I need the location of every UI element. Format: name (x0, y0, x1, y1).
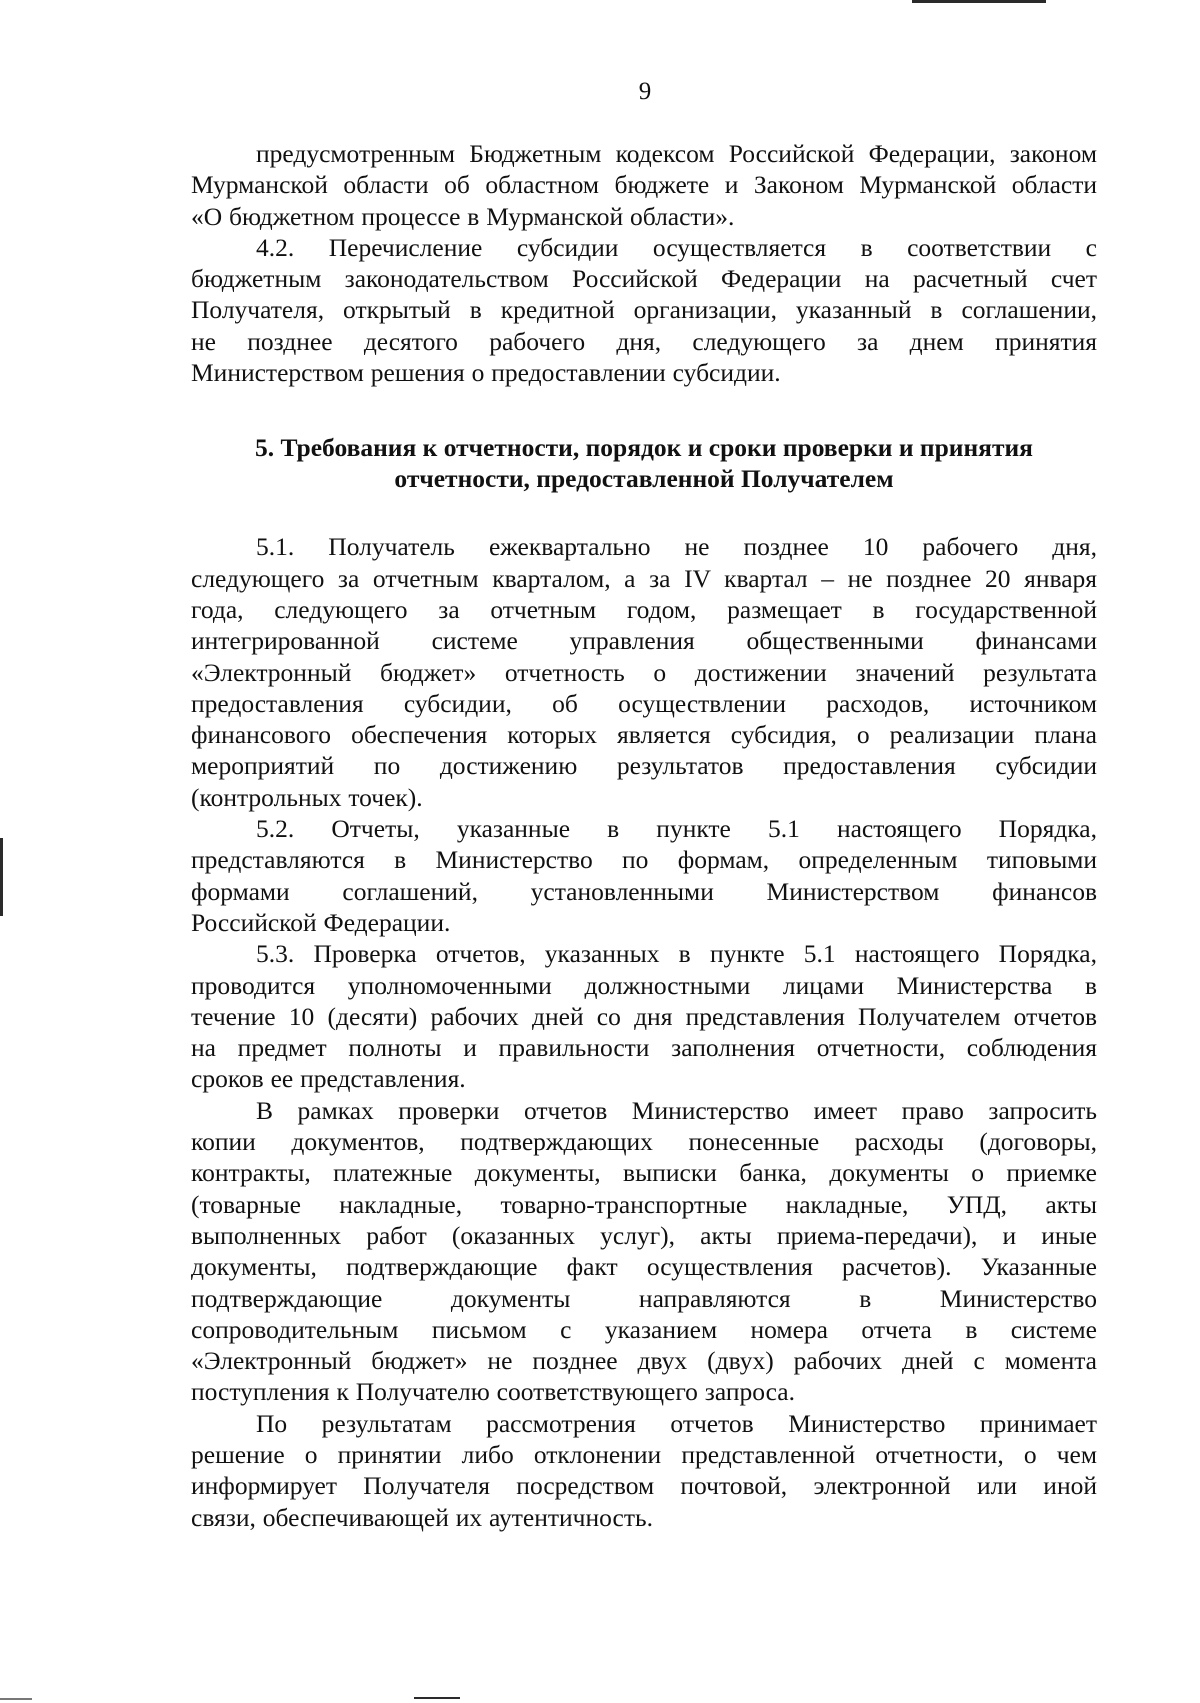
section-5-paragraph-4-line: (товарные накладные, товарно-транспортные накладные, УПД, акты (191, 1189, 1097, 1219)
intro-block (191, 138, 1097, 388)
section-5-paragraph-4-line: сопроводительным письмом с указанием номера отчета в системе (191, 1314, 1097, 1344)
scan-line-bottom-left (0, 1698, 32, 1700)
scan-line-bottom (414, 1697, 460, 1699)
section-5-paragraph-5-line: По результатам рассмотрения отчетов Министерство принимает (256, 1408, 1097, 1438)
section-5-paragraph-3-line: на предмет полноты и правильности заполнения отчетности, соблюдения (191, 1033, 1097, 1063)
intro-paragraph-1-line: «О бюджетном процессе в Мурманской области». (191, 201, 735, 231)
section-5-paragraph-1-line: следующего за отчетным кварталом, а за IV квартал – не позднее 20 января (191, 563, 1097, 593)
section-5-paragraph-4-line: В рамках проверки отчетов Министерство имеет право запросить (256, 1095, 1097, 1125)
section-5-paragraph-4-line: документы, подтверждающие факт осуществления расчетов). Указанные (191, 1252, 1097, 1282)
section-5-paragraph-1-line: мероприятий по достижению результатов предоставления субсидии (191, 751, 1097, 781)
section-5-paragraph-1-line: года, следующего за отчетным годом, размещает в государственной (191, 594, 1097, 624)
section-5-paragraph-4-line: контракты, платежные документы, выписки банка, документы о приемке (191, 1158, 1097, 1188)
section-5-paragraph-4-line: копии документов, подтверждающих понесенные расходы (договоры, (191, 1127, 1097, 1157)
section-5-paragraph-2-line: формами соглашений, установленными Министерством финансов (191, 876, 1097, 906)
intro-paragraph-1-line: Мурманской области об областном бюджете и Законом Мурманской области (191, 170, 1097, 200)
section-5-paragraph-1-line: интегрированной системе управления общественными финансами (191, 626, 1097, 656)
scan-line-top (912, 0, 1046, 3)
document-body (191, 138, 1097, 1533)
intro-paragraph-2-line: 4.2. Перечисление субсидии осуществляется в соответствии с (256, 232, 1097, 262)
section-5-paragraph-1-line: «Электронный бюджет» отчетность о достижении значений результата (191, 657, 1097, 687)
section-5-paragraph-1-line: предоставления субсидии, об осуществлении расходов, источником (191, 688, 1097, 718)
section-5-body (191, 531, 1097, 1533)
section-5-paragraph-5-line: связи, обеспечивающей их аутентичность. (191, 1502, 653, 1532)
section-5-paragraph-4-line: выполненных работ (оказанных услуг), акты приема-передачи), и иные (191, 1220, 1097, 1250)
section-5-paragraph-2-line: Российской Федерации. (191, 907, 451, 937)
section-5-heading-line-2: отчетности, предоставленной Получателем (394, 464, 894, 494)
section-5-paragraph-5-line: информирует Получателя посредством почтовой, электронной или иной (191, 1471, 1097, 1501)
section-5-paragraph-2-line: представляются в Министерство по формам, определенным типовыми (191, 845, 1097, 875)
intro-paragraph-2-line: не позднее десятого рабочего дня, следующего за днем принятия (191, 326, 1097, 356)
intro-paragraph-2-line: Министерством решения о предоставлении субсидии. (191, 358, 781, 388)
section-5-paragraph-5-line: решение о принятии либо отклонении представленной отчетности, о чем (191, 1439, 1097, 1469)
section-5-heading (191, 432, 1097, 494)
section-5-paragraph-3-line: течение 10 (десяти) рабочих дней со дня представления Получателем отчетов (191, 1001, 1097, 1031)
scan-line-left-margin (0, 838, 3, 916)
section-5-paragraph-3-line: проводится уполномоченными должностными лицами Министерства в (191, 970, 1097, 1000)
section-5-paragraph-3-line: сроков ее представления. (191, 1064, 466, 1094)
section-5-paragraph-3-line: 5.3. Проверка отчетов, указанных в пункте 5.1 настоящего Порядка, (256, 939, 1097, 969)
section-5-heading-line-1: 5. Требования к отчетности, порядок и сроки проверки и принятия (255, 433, 1033, 463)
section-5-paragraph-2-line: 5.2. Отчеты, указанные в пункте 5.1 настоящего Порядка, (256, 814, 1097, 844)
section-5-paragraph-4-line: «Электронный бюджет» не позднее двух (двух) рабочих дней с момента (191, 1346, 1097, 1376)
intro-paragraph-2-line: бюджетным законодательством Российской Федерации на расчетный счет (191, 264, 1097, 294)
section-5-paragraph-1-line: финансового обеспечения которых является субсидия, о реализации плана (191, 720, 1097, 750)
section-5-paragraph-4-line: поступления к Получателю соответствующего запроса. (191, 1377, 795, 1407)
section-5-paragraph-1-line: (контрольных точек). (191, 782, 423, 812)
section-5-paragraph-4-line: подтверждающие документы направляются в Министерство (191, 1283, 1097, 1313)
page-number: 9 (638, 78, 652, 105)
intro-paragraph-1-line: предусмотренным Бюджетным кодексом Российской Федерации, законом (256, 139, 1097, 168)
intro-paragraph-2-line: Получателя, открытый в кредитной организации, указанный в соглашении, (191, 295, 1097, 325)
section-5-paragraph-1-line: 5.1. Получатель ежеквартально не позднее 10 рабочего дня, (256, 532, 1097, 562)
